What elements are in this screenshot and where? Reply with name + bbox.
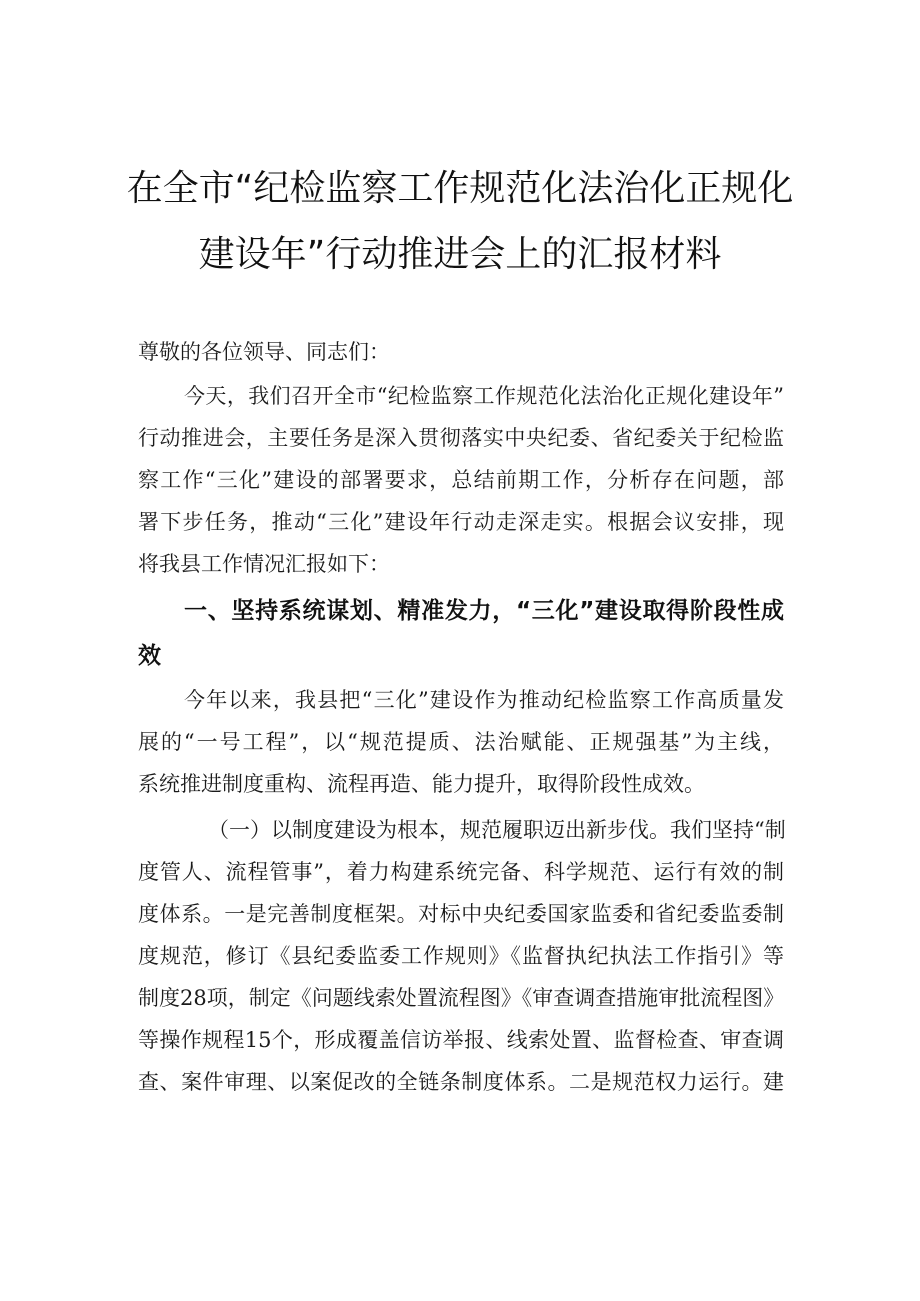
salutation: 尊敬的各位领导、同志们： xyxy=(138,340,390,364)
section-1-heading-line-1: 一、坚持系统谋划、精准发力，“三化”建设取得阶段性成 xyxy=(184,598,784,624)
document-title-line-1: 在全市“纪检监察工作规范化法治化正规化 xyxy=(126,168,794,209)
section-1-para-line-1: 今年以来，我县把“三化”建设作为推动纪检监察工作高质量发 xyxy=(184,688,784,712)
subsection-1-line-2: 度管人、流程管事”，着力构建系统完备、科学规范、运行有效的制 xyxy=(138,860,784,884)
intro-line-5: 将我县工作情况汇报如下： xyxy=(138,552,390,576)
section-1-para-line-3: 系统推进制度重构、流程再造、能力提升，取得阶段性成效。 xyxy=(138,772,705,796)
intro-line-3: 察工作“三化”建设的部署要求，总结前期工作，分析存在问题，部 xyxy=(138,468,784,492)
subsection-1-line-7: 查、案件审理、以案促改的全链条制度体系。二是规范权力运行。建 xyxy=(138,1070,784,1094)
intro-line-2: 行动推进会，主要任务是深入贯彻落实中央纪委、省纪委关于纪检监 xyxy=(138,426,784,450)
document-title-line-2: 建设年”行动推进会上的汇报材料 xyxy=(198,234,722,275)
section-1-para-line-2: 展的“一号工程”，以“规范提质、法治赋能、正规强基”为主线， xyxy=(138,730,784,754)
subsection-1-line-1: （一）以制度建设为根本，规范履职迈出新步伐。我们坚持“制 xyxy=(208,818,786,842)
subsection-1-line-3: 度体系。一是完善制度框架。对标中央纪委国家监委和省纪委监委制 xyxy=(138,902,784,926)
subsection-1-line-4: 度规范，修订《县纪委监委工作规则》《监督执纪执法工作指引》等 xyxy=(138,944,784,968)
section-1-heading-line-2: 效 xyxy=(138,643,161,669)
intro-line-1: 今天，我们召开全市“纪检监察工作规范化法治化正规化建设年” xyxy=(184,384,784,408)
subsection-1-line-5: 制度28项，制定《问题线索处置流程图》《审查调查措施审批流程图》 xyxy=(138,986,785,1010)
subsection-1-line-6: 等操作规程15个，形成覆盖信访举报、线索处置、监督检查、审查调 xyxy=(138,1028,784,1052)
intro-line-4: 署下步任务，推动“三化”建设年行动走深走实。根据会议安排，现 xyxy=(138,510,784,534)
